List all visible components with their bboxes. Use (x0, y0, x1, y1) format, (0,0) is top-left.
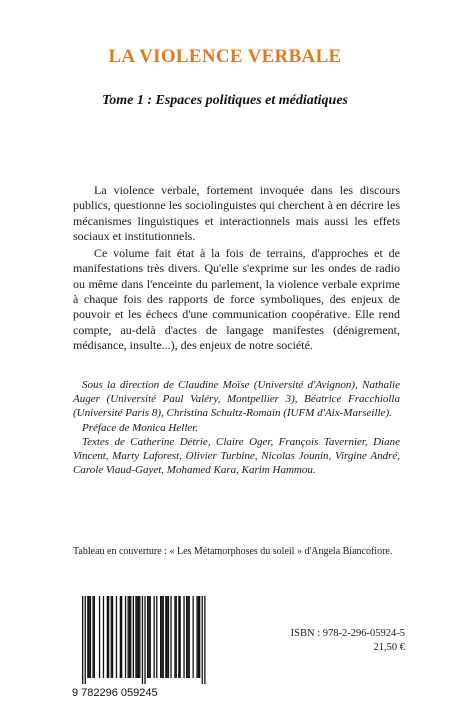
barcode-bar (150, 596, 151, 678)
barcode-bar (165, 596, 166, 678)
barcode-bar (90, 596, 91, 678)
barcode-bar (103, 596, 104, 678)
barcode-bar (137, 596, 138, 678)
isbn-block (285, 627, 405, 655)
barcode-bar (85, 596, 86, 684)
blurb-paragraph: La violence verbale, fortement invoquée dans les discours publics, questionne les sociolinguistes qui cherchent à en décrire les mécanismes linguistiques et interactionnels mais aussi les effets sociaux et institutionnels. (73, 183, 400, 243)
barcode-bar (156, 596, 157, 678)
barcode-bar (163, 596, 164, 678)
barcode-digits: 9 782296 059245 (72, 687, 158, 699)
barcode-graphic (70, 594, 215, 700)
barcode-bar (187, 596, 188, 678)
barcode-bar (138, 596, 139, 678)
barcode-bar (147, 596, 148, 678)
barcode-bar (168, 596, 169, 678)
barcode-bar (99, 596, 100, 678)
credits-preface: Préface de Monica Heller. (82, 421, 199, 434)
barcode-bar (130, 596, 131, 678)
barcode-bar (193, 596, 194, 678)
barcode-bar (167, 596, 168, 678)
barcode-bar (198, 596, 199, 678)
barcode-bar (183, 596, 184, 678)
credits-direction: Sous la direction de Claudine Moïse (Université d'Avignon), Nathalie Auger (Université Paul Valéry, Montpellier 3), Béatrice Fracchiolla (Université Paris 8), Christina Schultz-Romain (IUFM d'Aix-Marseille). (73, 379, 400, 420)
barcode-bar (133, 596, 134, 678)
barcode-bar (154, 596, 155, 678)
barcode-bar (199, 596, 200, 678)
barcode-bar (176, 596, 177, 678)
barcode-bar (196, 596, 197, 678)
barcode-bar (142, 596, 143, 684)
barcode-bar (89, 596, 90, 678)
barcode-bar (107, 596, 108, 678)
barcode-bar (87, 596, 88, 678)
barcode-bar (92, 596, 93, 678)
blurb (73, 183, 400, 353)
barcode-bar (135, 596, 136, 678)
isbn-number: ISBN : 978-2-296-05924-5 (290, 628, 405, 639)
barcode-bar (129, 596, 130, 678)
barcode-bar (111, 596, 112, 678)
barcode-bar (204, 596, 205, 684)
barcode-bar (108, 596, 109, 678)
barcode-bar (174, 596, 175, 678)
barcode-bar (148, 596, 149, 678)
blurb-paragraph: Ce volume fait état à la fois de terrains, d'approches et de manifestations très divers. Qu'elle s'exprime sur les ondes de radio ou même dans l'enceinte du parlement, la violence verbale exprime à chaque fois des rapports de force symboliques, des enjeux de pouvoir et les échecs d'une communication coopérative. Elle rend compte, au-delà d'actes de langage manifestes (dénigrement, médisance, insulte...), des enjeux de notre société. (73, 246, 400, 352)
barcode (70, 594, 215, 700)
barcode-bar (121, 596, 122, 678)
credits-texts: Textes de Catherine Détrie, Claire Oger, François Tavernier, Diane Vincent, Marty Laforest, Olivier Turbine, Nicolas Jounin, Virgine André, Carole Viaud-Gayet, Mohamed Kara, Karim Hammou. (73, 435, 400, 477)
barcode-bar (128, 596, 129, 678)
barcode-bar (116, 596, 117, 678)
barcode-bars (82, 596, 206, 684)
barcode-bar (112, 596, 113, 678)
barcode-bar (180, 596, 181, 678)
barcode-bar (120, 596, 121, 678)
barcode-bar (178, 596, 179, 678)
barcode-bar (186, 596, 187, 678)
barcode-bar (170, 596, 171, 678)
barcode-bar (202, 596, 203, 684)
book-subtitle: Tome 1 : Espaces politiques et médiatiques (101, 93, 349, 108)
barcode-bar (161, 596, 162, 678)
barcode-bar (144, 596, 145, 684)
barcode-bar (125, 596, 126, 678)
cover-illustration-note: Tableau en couverture : « Les Métamorphoses du soleil » d'Angela Biancofiore. (73, 546, 393, 557)
barcode-bar (139, 596, 140, 678)
barcode-bar (160, 596, 161, 678)
price: 21,50 € (373, 642, 405, 653)
barcode-bar (94, 596, 95, 678)
credits (73, 378, 400, 477)
barcode-bar (189, 596, 190, 678)
barcode-bar (82, 596, 83, 684)
book-title: LA VIOLENCE VERBALE (108, 46, 342, 67)
